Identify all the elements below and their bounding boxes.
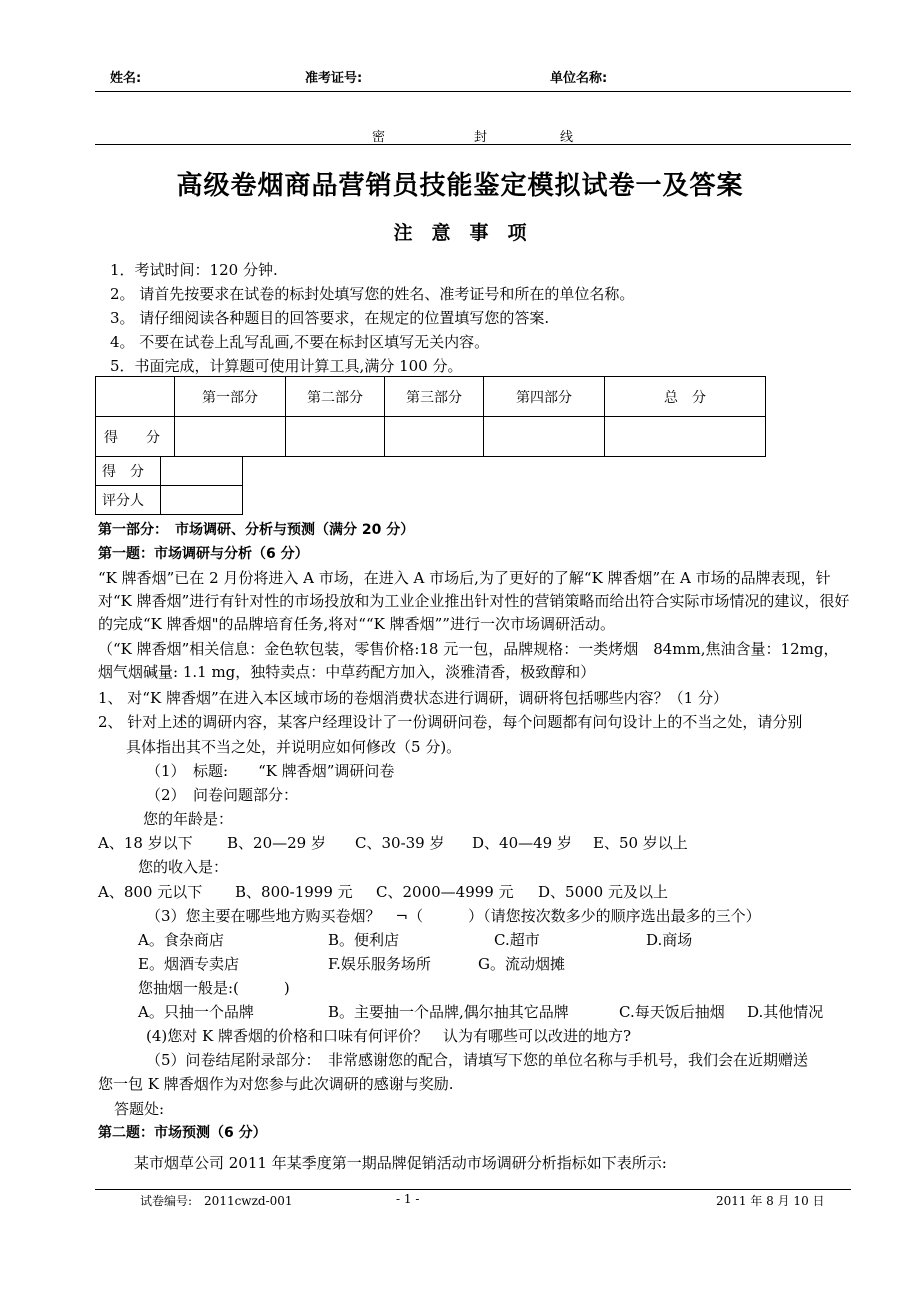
score-header-part3: 第三部分 bbox=[385, 377, 484, 417]
income-question: 您的收入是： bbox=[138, 858, 229, 876]
survey-title: （1） 标题: “K 牌香烟”调研问卷 bbox=[146, 762, 395, 780]
smoking-option-c: C.每天饭后抽烟 bbox=[619, 1003, 725, 1021]
subquestion-2-line2: 具体指出其不当之处，并说明应如何修改（5 分)。 bbox=[126, 738, 462, 756]
page-title: 高级卷烟商品营销员技能鉴定模拟试卷一及答案 bbox=[176, 171, 744, 201]
score-cell-part4[interactable] bbox=[484, 417, 605, 457]
exam-number-label: 准考证号: bbox=[305, 71, 363, 86]
footer-rule bbox=[95, 1189, 851, 1190]
survey-questions-label: （2） 问卷问题部分： bbox=[146, 786, 299, 804]
name-label: 姓名: bbox=[110, 71, 142, 86]
product-info: （“K 牌香烟”相关信息：金色软包装，零售价格:18 元一包，品牌规格：一类烤烟 84mm,焦油含量：12mg，烟气烟碱量: 1.1 mg，独特卖点：中草药配方加入，淡雅清香，极致醇和） bbox=[98, 640, 839, 681]
seal-char-2: 封 bbox=[474, 130, 488, 145]
score-cell-part3[interactable] bbox=[385, 417, 484, 457]
seal-char-1: 密 bbox=[372, 130, 386, 145]
notice-item-1: 1．考试时间：120 分钟. bbox=[110, 261, 278, 279]
income-option-a: A、800 元以下 bbox=[98, 883, 203, 901]
smoking-option-b: B。主要抽一个品牌,偶尔抽其它品牌 bbox=[328, 1003, 569, 1021]
header-rule bbox=[95, 91, 851, 92]
score-cell-total[interactable] bbox=[605, 417, 766, 457]
footer-date: 2011 年 8 月 10 日 bbox=[716, 1194, 825, 1208]
survey-question-5-line1: （5）问卷结尾附录部分： 非常感谢您的配合，请填写下您的单位名称与手机号，我们会在近期赠送 bbox=[146, 1051, 809, 1069]
seal-rule bbox=[95, 144, 851, 145]
grader-label: 评分人 bbox=[96, 486, 161, 515]
score-table bbox=[95, 376, 766, 457]
notice-item-2: 2。 请首先按要求在试卷的标封处填写您的姓名、准考证号和所在的单位名称。 bbox=[110, 285, 635, 303]
income-option-c: C、2000—4999 元 bbox=[376, 883, 514, 901]
question2-text: 某市烟草公司 2011 年某季度第一期品牌促销活动市场调研分析指标如下表所示: bbox=[134, 1154, 667, 1172]
grader-score-cell[interactable] bbox=[161, 457, 243, 486]
question1-intro: “K 牌香烟”已在 2 月份将进入 A 市场，在进入 A 市场后,为了更好的了解“K 牌香烟”在 A 市场的品牌表现，针对“K 牌香烟”进行有针对性的市场投放和为工业企业推出针对性的营销策略而给出符合实际市场情况的建议，很好的完成“K 牌香烟"的品牌培育任务,将对““K 牌香烟””进行一次市场调研活动。 bbox=[98, 569, 850, 633]
subquestion-1: 1、 对“K 牌香烟”在进入本区域市场的卷烟消费状态进行调研，调研将包括哪些内容？（1 分） bbox=[98, 689, 728, 707]
purchase-option-g: G。流动烟摊 bbox=[478, 955, 565, 973]
grader-score-label: 得 分 bbox=[96, 457, 161, 486]
age-option-a: A、18 岁以下 bbox=[98, 834, 193, 852]
purchase-option-e: E。烟酒专卖店 bbox=[138, 955, 239, 973]
score-header-total: 总 分 bbox=[605, 377, 766, 417]
purchase-option-c: C.超市 bbox=[494, 931, 540, 949]
survey-question-4: (4)您对 K 牌香烟的价格和口味有何评价？ 认为有哪些可以改进的地方? bbox=[146, 1027, 632, 1045]
purchase-option-f: F.娱乐服务场所 bbox=[328, 955, 431, 973]
grader-name-cell[interactable] bbox=[161, 486, 243, 515]
age-option-b: B、20—29 岁 bbox=[227, 834, 326, 852]
income-option-b: B、800-1999 元 bbox=[235, 883, 353, 901]
subquestion-2-line1: 2、 针对上述的调研内容，某客户经理设计了一份调研问卷，每个问题都有问句设计上的不当之处，请分别 bbox=[98, 713, 803, 731]
notice-item-3: 3。 请仔细阅读各种题目的回答要求，在规定的位置填写您的答案. bbox=[110, 309, 550, 327]
question1-heading: 第一题：市场调研与分析（6 分） bbox=[98, 546, 309, 562]
age-option-d: D、40—49 岁 bbox=[472, 834, 572, 852]
purchase-place-question: （3）您主要在哪些地方购买卷烟？ ¬（ ）（请您按次数多少的顺序选出最多的三个） bbox=[146, 907, 761, 925]
score-header-part2: 第二部分 bbox=[286, 377, 385, 417]
score-header-part1: 第一部分 bbox=[175, 377, 286, 417]
smoking-option-d: D.其他情况 bbox=[747, 1003, 824, 1021]
score-row-label: 得 分 bbox=[96, 417, 175, 457]
notice-item-5: 5．书面完成，计算题可使用计算工具,满分 100 分。 bbox=[110, 357, 463, 375]
notice-heading: 注 意 事 项 bbox=[393, 222, 527, 244]
score-table-corner bbox=[96, 377, 175, 417]
part1-heading: 第一部分： 市场调研、分析与预测（满分 20 分） bbox=[98, 522, 415, 538]
paper-number: 试卷编号: 2011cwzd-001 bbox=[140, 1194, 293, 1208]
unit-name-label: 单位名称: bbox=[550, 71, 608, 86]
grader-table bbox=[95, 456, 243, 515]
score-header-part4: 第四部分 bbox=[484, 377, 605, 417]
answer-area-label: 答题处: bbox=[114, 1100, 165, 1118]
question2-heading: 第二题：市场预测（6 分） bbox=[98, 1125, 267, 1141]
survey-question-5-line2: 您一包 K 牌香烟作为对您参与此次调研的感谢与奖励. bbox=[98, 1075, 454, 1093]
page-number: - 1 - bbox=[396, 1192, 420, 1206]
income-option-d: D、5000 元及以上 bbox=[538, 883, 668, 901]
age-option-c: C、30-39 岁 bbox=[355, 834, 445, 852]
age-question: 您的年龄是： bbox=[143, 810, 234, 828]
notice-item-4: 4。 不要在试卷上乱写乱画,不要在标封区填写无关内容。 bbox=[110, 333, 490, 351]
purchase-option-a: A。食杂商店 bbox=[138, 931, 224, 949]
age-option-e: E、50 岁以上 bbox=[593, 834, 688, 852]
seal-char-3: 线 bbox=[560, 130, 574, 145]
smoking-habit-question: 您抽烟一般是:( ) bbox=[138, 979, 290, 997]
smoking-option-a: A。只抽一个品牌 bbox=[138, 1003, 254, 1021]
purchase-option-d: D.商场 bbox=[646, 931, 693, 949]
score-cell-part1[interactable] bbox=[175, 417, 286, 457]
purchase-option-b: B。便利店 bbox=[328, 931, 400, 949]
score-cell-part2[interactable] bbox=[286, 417, 385, 457]
